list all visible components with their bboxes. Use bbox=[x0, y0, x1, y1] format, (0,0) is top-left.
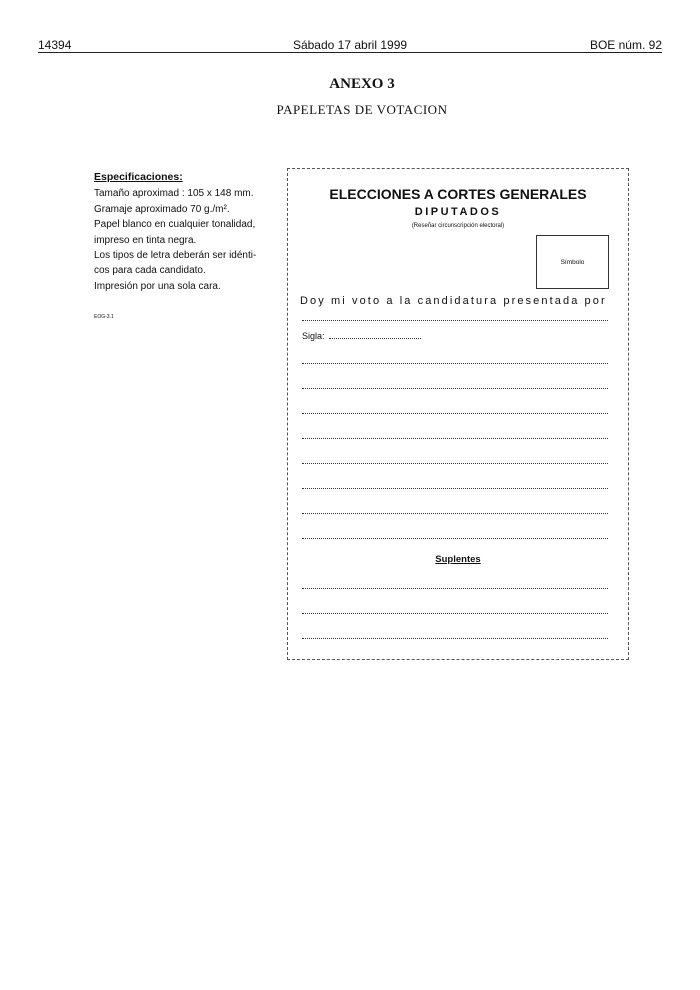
symbol-label: Símbolo bbox=[560, 258, 585, 266]
page-number: 14394 bbox=[38, 38, 72, 52]
ballot-title: ELECCIONES A CORTES GENERALES bbox=[329, 186, 587, 202]
specifications-heading: Especificaciones: bbox=[94, 171, 183, 183]
spec-line: Papel blanco en cualquier tonalidad, bbox=[94, 219, 256, 231]
suplentes-heading: Suplentes bbox=[435, 554, 481, 565]
annex-title: ANEXO 3 bbox=[329, 76, 395, 92]
spec-line: Gramaje aproximado 70 g./m². bbox=[94, 203, 230, 215]
spec-line: cos para cada candidato. bbox=[94, 265, 206, 277]
ballot-card bbox=[287, 168, 629, 660]
substitute-line bbox=[302, 638, 608, 639]
sigla-line bbox=[329, 338, 421, 339]
candidate-line bbox=[302, 438, 608, 439]
annex-subtitle: PAPELETAS DE VOTACION bbox=[276, 102, 448, 117]
substitute-line bbox=[302, 588, 608, 589]
candidate-line bbox=[302, 413, 608, 414]
spec-line: impreso en tinta negra. bbox=[94, 234, 197, 246]
form-code: EOG-3.1 bbox=[94, 314, 114, 321]
vote-text: Doy mi voto a la candidatura presentada por bbox=[300, 295, 607, 307]
sigla-label: Sigla: bbox=[302, 331, 325, 341]
spec-line: Impresión por una sola cara. bbox=[94, 280, 221, 292]
spec-line: Tamaño aproximad : 105 x 148 mm. bbox=[94, 188, 254, 200]
candidate-line bbox=[302, 538, 608, 539]
ballot-subtitle: DIPUTADOS bbox=[414, 206, 502, 218]
candidature-line bbox=[302, 320, 608, 321]
candidate-line bbox=[302, 388, 608, 389]
substitute-line bbox=[302, 613, 608, 614]
publication-number: BOE núm. 92 bbox=[589, 38, 662, 52]
candidate-line bbox=[302, 363, 608, 364]
ballot-note: (Reseñar circunscripción electoral) bbox=[411, 223, 505, 229]
spec-line: Los tipos de letra deberán ser idénti- bbox=[94, 250, 257, 262]
symbol-box bbox=[536, 235, 609, 289]
candidate-line bbox=[302, 488, 608, 489]
candidate-line bbox=[302, 513, 608, 514]
header-date: Sábado 17 abril 1999 bbox=[292, 38, 408, 52]
page-header bbox=[38, 38, 662, 53]
sigla-row bbox=[302, 331, 421, 341]
specifications-block bbox=[94, 170, 284, 326]
candidate-line bbox=[302, 463, 608, 464]
